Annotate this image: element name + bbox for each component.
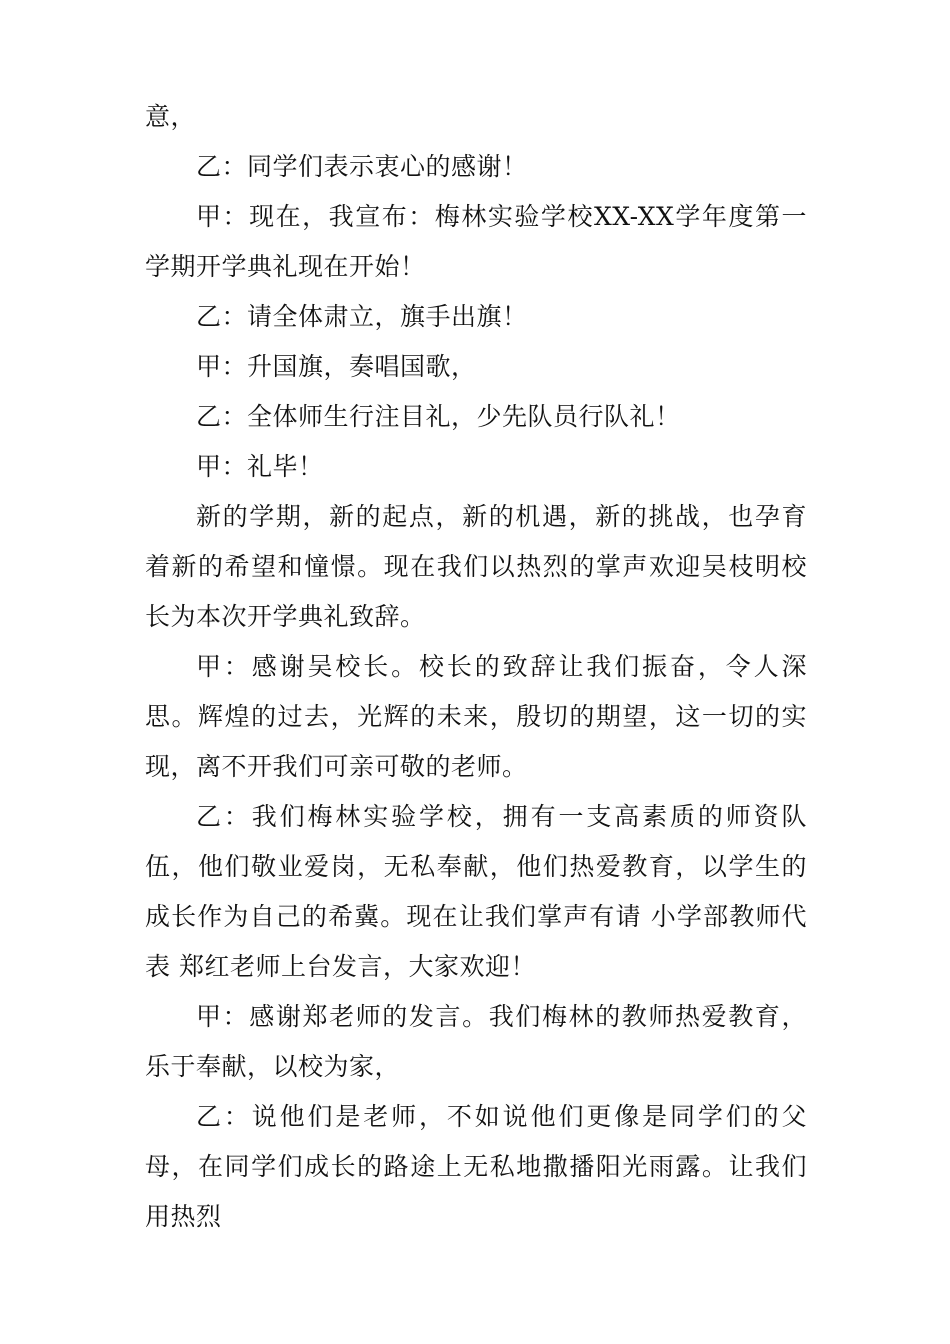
paragraph-7: 甲：礼毕！ <box>196 452 324 481</box>
document-body <box>145 92 807 1242</box>
paragraph-1: 意， <box>145 102 197 131</box>
paragraph-5: 甲：升国旗，奏唱国歌， <box>196 352 477 381</box>
paragraph-11: 甲：感谢郑老师的发言。我们梅林的教师热爱教育，乐于奉献，以校为家， <box>145 1002 807 1081</box>
paragraph-8: 新的学期，新的起点，新的机遇，新的挑战，也孕育着新的希望和憧憬。现在我们以热烈的掌声欢迎吴枝明校长为本次开学典礼致辞。 <box>145 502 807 631</box>
paragraph-3: 甲：现在，我宣布：梅林实验学校XX-XX学年度第一学期开学典礼现在开始！ <box>145 202 807 281</box>
paragraph-2: 乙：同学们表示衷心的感谢！ <box>196 152 528 181</box>
paragraph-10: 乙：我们梅林实验学校，拥有一支高素质的师资队伍，他们敬业爱岗，无私奉献，他们热爱教育，以学生的成长作为自己的希冀。现在让我们掌声有请 小学部教师代表 郑红老师上台发言，大家欢迎！ <box>145 802 807 981</box>
paragraph-9: 甲：感谢吴校长。校长的致辞让我们振奋，令人深思。辉煌的过去，光辉的未来，殷切的期望，这一切的实现，离不开我们可亲可敬的老师。 <box>145 652 807 781</box>
paragraph-6: 乙：全体师生行注目礼，少先队员行队礼！ <box>196 402 681 431</box>
paragraph-12: 乙：说他们是老师，不如说他们更像是同学们的父母，在同学们成长的路途上无私地撒播阳光雨露。让我们用热烈 <box>145 1102 807 1231</box>
paragraph-4: 乙：请全体肃立，旗手出旗！ <box>196 302 528 331</box>
